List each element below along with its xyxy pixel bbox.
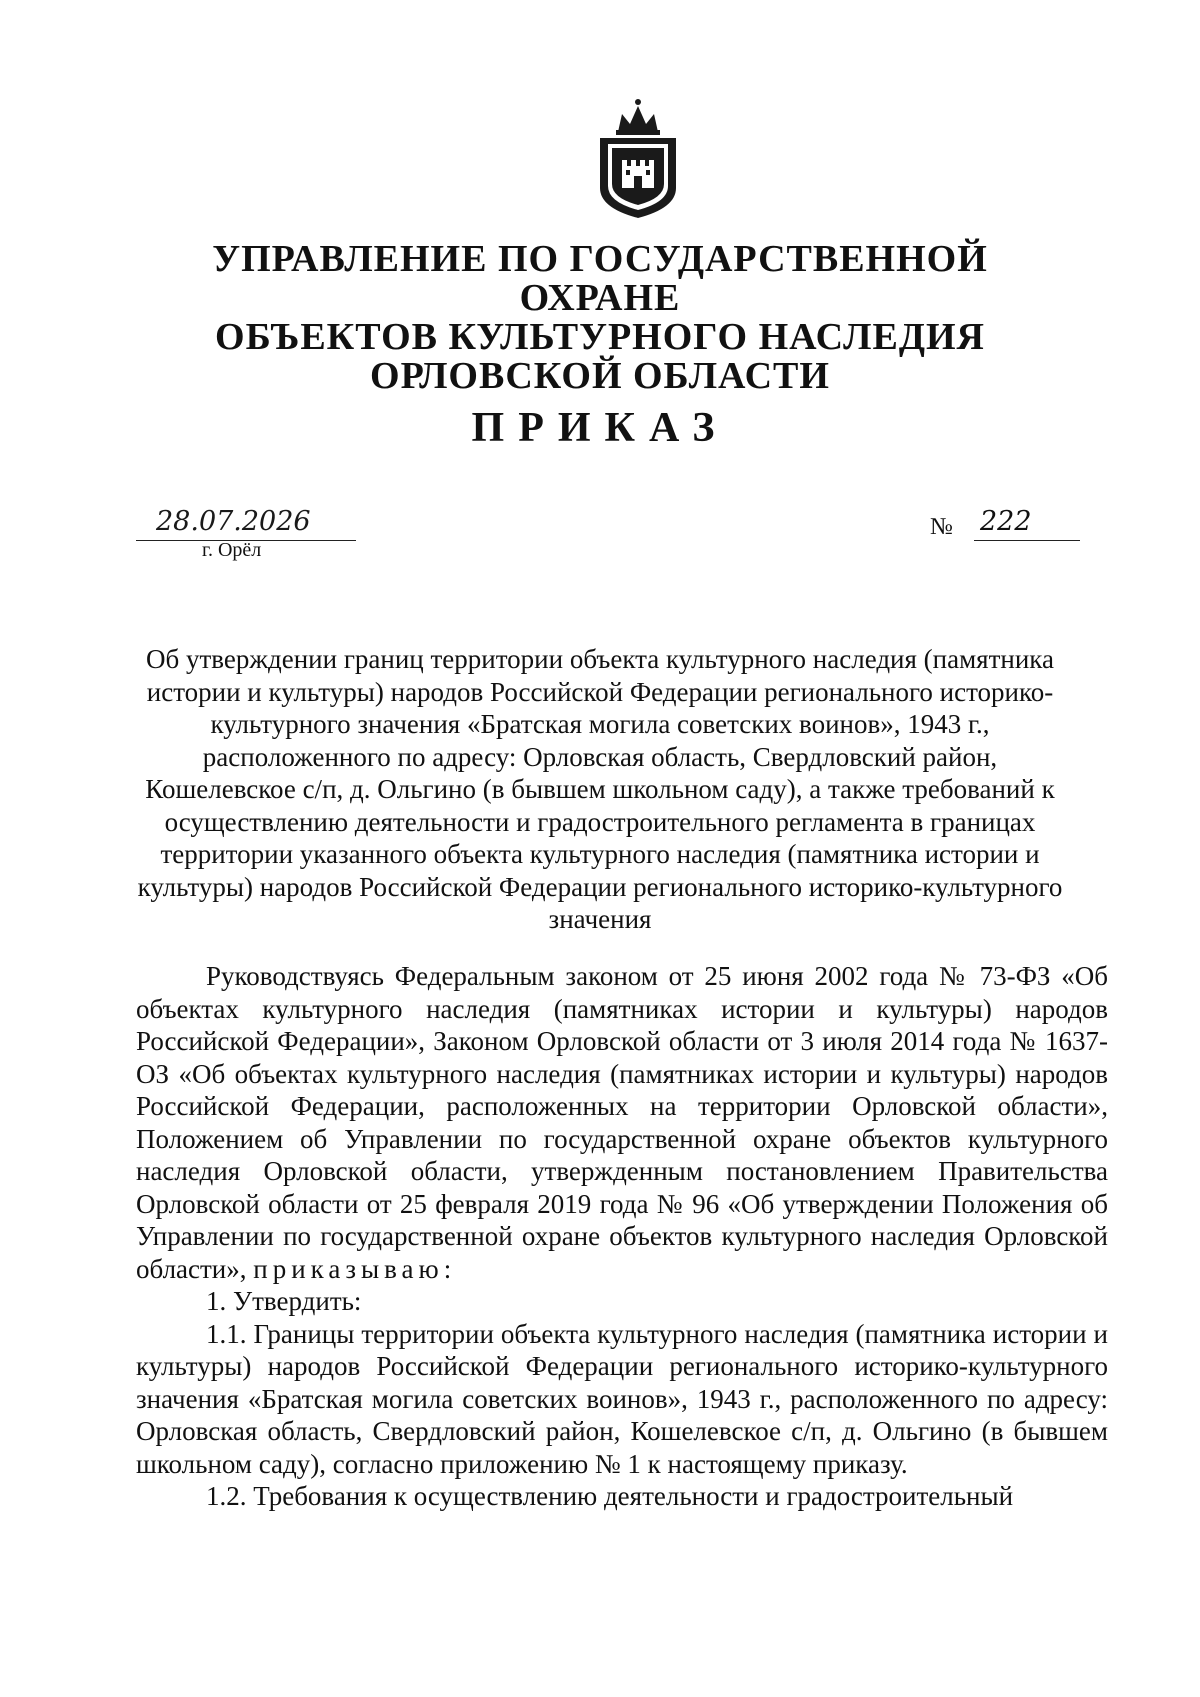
number-block — [930, 506, 1090, 542]
document-type-title: ПРИКАЗ — [471, 405, 729, 451]
item-1: 1. Утвердить: — [206, 1286, 362, 1316]
document-subject: Об утверждении границ территории объекта культурного наследия (памятника истории и культуры) народов Российской Федерации регионального историко-культурного значения «Братская могила советских воинов», 1943 г., расположенного по адресу: Орловская область, Свердловский район, Кошелевское с/п, д. Ольгино (в бывшем школьном саду), а также требований к осуществлению деятельности и градостроительного регламента в границах территории указанного объекта культурного наследия (памятника истории и культуры) народов Российской Федерации регионального историко-культурного значения — [137, 644, 1063, 934]
intro-paragraph — [136, 960, 1108, 1285]
org-line-3: ОРЛОВСКОЙ ОБЛАСТИ — [370, 355, 830, 397]
coat-of-arms-icon — [588, 92, 688, 222]
intro-text: Руководствуясь Федеральным законом от 25 июня 2002 года № 73-ФЗ «Об объектах культурного наследия (памятниках истории и культуры) народов Российской Федерации», Законом Орловской области от 3 июля 2014 года № 1637-ОЗ «Об объектах культурного наследия (памятниках истории и культуры) народов Российской Федерации, расположенных на территории Орловской области», Положением об Управлении по государственной охране объектов культурного наследия Орловской области, утвержденным постановлением Правительства Орловской области от 25 февраля 2019 года № 96 «Об утверждении Положения об Управлении по государственной охране объектов культурного наследия Орловской области», — [136, 961, 1108, 1284]
date-block — [136, 506, 356, 562]
organization-name — [130, 240, 1070, 396]
document-city: г. Орёл — [202, 539, 262, 561]
document-date: 28.07.2026 — [136, 506, 356, 541]
order-verb: приказываю: — [253, 1253, 457, 1284]
document-body — [136, 960, 1108, 1513]
document-number: 222 — [974, 506, 1080, 541]
number-label: № — [930, 514, 953, 540]
org-line-2: ОБЪЕКТОВ КУЛЬТУРНОГО НАСЛЕДИЯ — [215, 316, 985, 358]
item-1-1: 1.1. Границы территории объекта культурного наследия (памятника истории и культуры) народов Российской Федерации регионального историко-культурного значения «Братская могила советских воинов», 1943 г., расположенного по адресу: Орловская область, Свердловский район, Кошелевское с/п, д. Ольгино (в бывшем школьном саду), согласно приложению № 1 к настоящему приказу. — [136, 1318, 1108, 1479]
coat-of-arms-emblem — [588, 92, 688, 222]
item-1-2: 1.2. Требования к осуществлению деятельности и градостроительный — [206, 1481, 1014, 1511]
org-line-1: УПРАВЛЕНИЕ ПО ГОСУДАРСТВЕННОЙ ОХРАНЕ — [212, 238, 988, 319]
